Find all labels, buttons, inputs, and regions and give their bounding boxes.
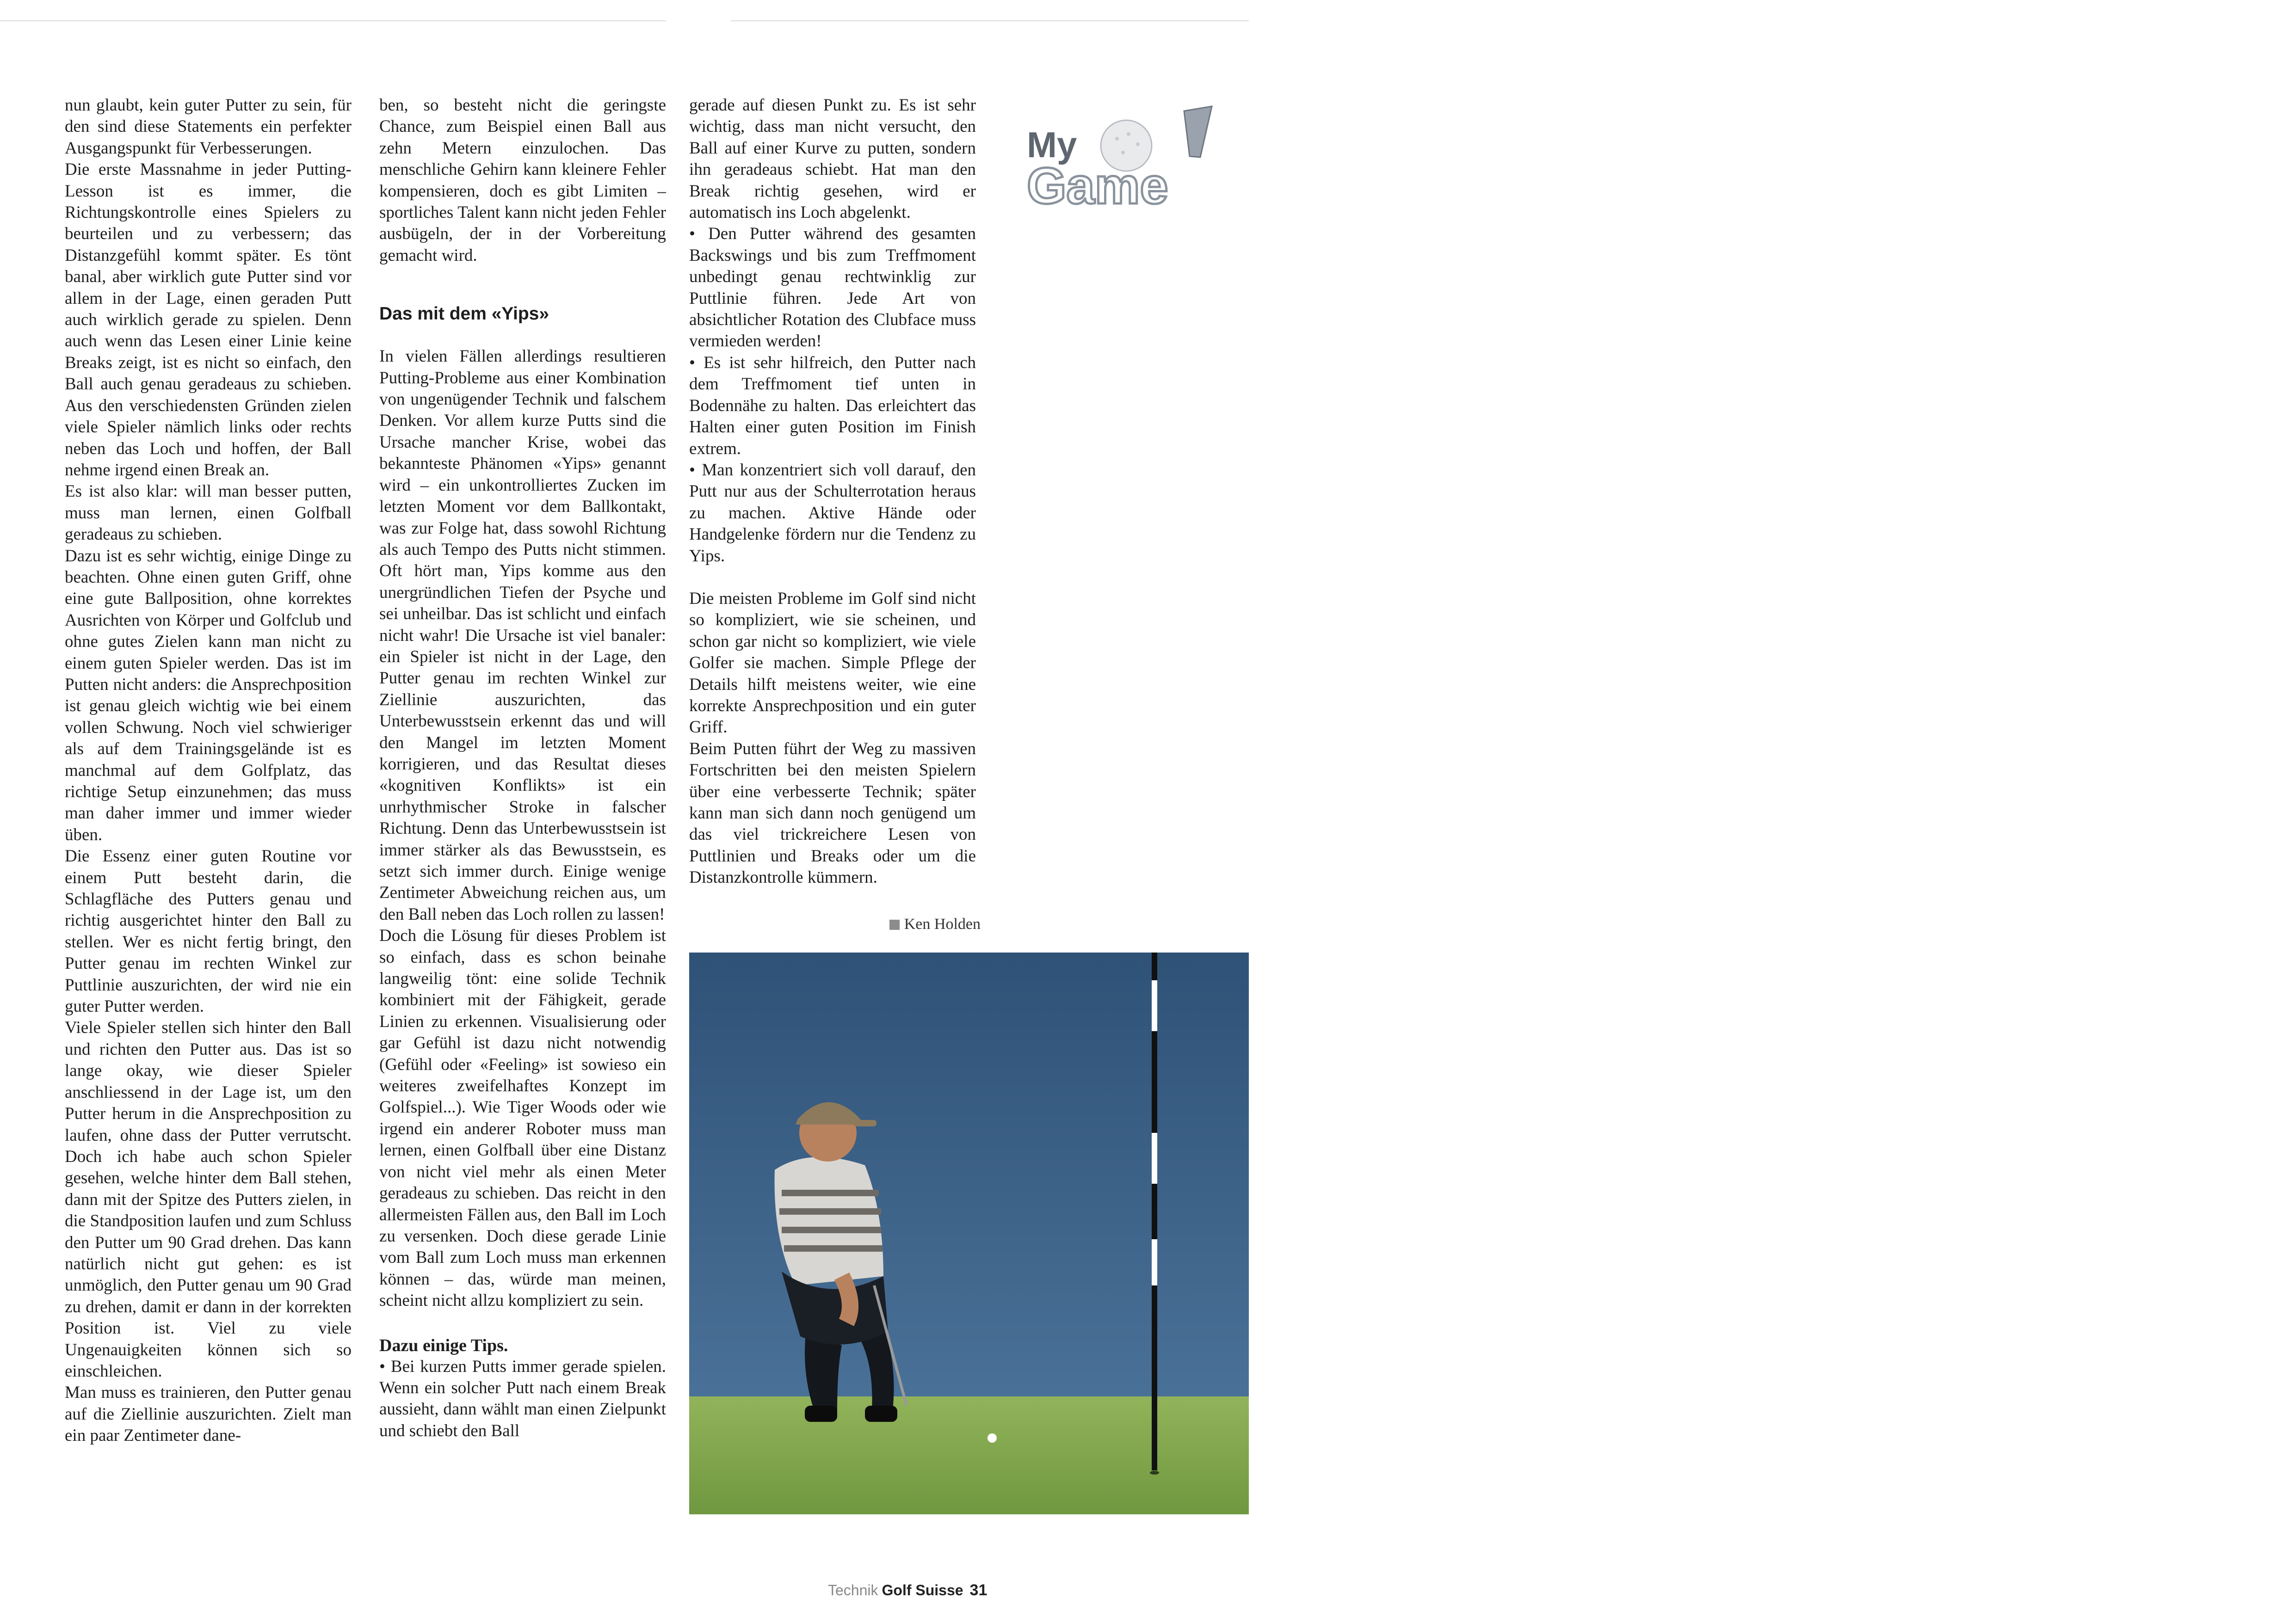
tip-bullet: • Es ist sehr hilfreich, den Putter nach dem Treffmoment tief unten in Bodennähe zu halten. Das erleichtert das Halten einer guten Position im Finish extrem. xyxy=(689,352,976,460)
footer-section: Technik xyxy=(828,1582,878,1598)
paragraph: Viele Spieler stellen sich hinter den Ball und richten den Putter aus. Das ist so lange okay, wie dieser Spieler anschliessend in der Lage ist, um den Putter herum in die Ansprechposition zu laufen, ohne dass der Putter verrutscht. Doch ich habe auch schon Spieler gesehen, welche hinter dem Ball stehen, dann mit der Spitze des Putters zielen, in die Standposition laufen und zum Schluss den Putter um 90 Grad drehen. Das kann natürlich nicht gut gehen: es ist unmöglich, den Putter genau um 90 Grad zu drehen, damit er dann in der korrekten Position ist. Viel zu viele Ungenauigkeiten können sich so einschleichen. xyxy=(65,1018,352,1381)
text-column-1 xyxy=(65,95,352,1447)
square-icon xyxy=(889,920,900,930)
section-heading-yips: Das mit dem «Yips» xyxy=(379,304,549,324)
paragraph: Es ist also klar: will man besser putten, muss man lernen, einen Golfball geradeaus zu schieben. xyxy=(65,482,352,544)
golfer-photo xyxy=(689,953,1249,1514)
top-rule-left xyxy=(0,20,666,21)
paragraph: Doch die Lösung für dieses Problem ist so einfach, dass es schon beinahe langweilig tönt: eine solide Technik kombiniert mit der Fähigkeit, gerade Linien zu erkennen. Visualisierung oder gar Gefühl ist dazu nicht notwendig (Gefühl oder «Feeling» ist sowieso ein weiteres zweifelhaftes Konzept im Golfspiel...). Wie Tiger Woods oder wie irgend ein anderer Roboter muss man lernen, einen Golfball über eine Distanz von nicht viel mehr als einen Meter geradeaus zu schieben. Das reicht in den allermeisten Fällen aus, den Ball im Loch zu versenken. Doch diese gerade Linie vom Ball zum Loch muss man erkennen können – das, würde man meinen, scheint nicht allzu kompliziert zu sein. xyxy=(379,926,666,1310)
text-column-2 xyxy=(379,95,666,1442)
my-game-logo xyxy=(1018,102,1230,217)
top-rule-right xyxy=(731,20,1249,21)
tip-bullet: • Man konzentriert sich voll darauf, den Putt nur aus der Schulterrotation heraus zu machen. Aktive Hände oder Handgelenke fördern nur die Tendenz zu Yips. xyxy=(689,460,976,567)
paragraph: Die erste Massnahme in jeder Putting-Lesson ist es immer, die Richtungskontrolle eines Spielers zu beurteilen und zu verbessern; das Distanzgefühl kommt später. Es tönt banal, aber wirklich gute Putter sind vor allem in der Lage, einen geraden Putt auch wirklich gerade zu spielen. Denn auch wenn das Lesen einer Linie keine Breaks zeigt, ist es nicht so einfach, den Ball auch genau geradeaus zu schieben. Aus den verschiedensten Gründen zielen viele Spieler nämlich links oder rechts neben das Loch und hoffen, der Ball nehme irgend einen Break an. xyxy=(65,160,352,480)
paragraph: gerade auf diesen Punkt zu. Es ist sehr wichtig, dass man nicht versucht, den Ball auf einer Kurve zu putten, sondern ihn geradeaus schiebt. Hat man den Break richtig gesehen, wird er automatisch ins Loch abgelenkt. xyxy=(689,96,976,222)
paragraph: In vielen Fällen allerdings resultieren Putting-Probleme aus einer Kombination von ungenügender Technik und falschem Denken. Vor allem kurze Putts sind die Ursache mancher Krise, wobei das bekannteste Phänomen «Yips» genannt wird – ein unkontrolliertes Zucken im letzten Moment vor dem Ballkontakt, was zur Folge hat, dass sowohl Richtung als auch Tempo des Putts nicht stimmen. Oft hört man, Yips komme aus den unergründlichen Tiefen der Psyche und sei unheilbar. Das ist schlicht und einfach nicht wahr! Die Ursache ist viel banaler: ein Spieler ist nicht in der Lage, den Putter genau im rechten Winkel zur Ziellinie auszurichten, das Unterbewusstsein erkennt das und will den Mangel im letzten Moment korrigieren, und das Resultat dieses «kognitiven Konflikts» ist ein unrhythmischer Stroke in falscher Richtung. Denn das Unterbewusstsein ist immer stärker als das Bewusstsein, es setzt sich immer durch. Einige wenige Zentimeter Abweichung reichen aus, um den Ball neben das Loch rollen zu lassen! xyxy=(379,347,666,924)
tip-bullet: • Bei kurzen Putts immer gerade spielen. Wenn ein solcher Putt nach einem Break aussieht, dann wählt man einen Zielpunkt und schiebt den Ball xyxy=(379,1356,666,1442)
paragraph: Die Essenz einer guten Routine vor einem Putt besteht darin, die Schlagfläche des Putters genau und richtig ausgerichtet hinter den Ball zu stellen. Wer es nicht fertig bringt, den Putter genau im rechten Winkel zur Puttlinie auszurichten, der wird nie ein guter Putter werden. xyxy=(65,847,352,1016)
paragraph: Die meisten Probleme im Golf sind nicht so kompliziert, wie sie scheinen, und schon gar nicht so kompliziert, wie viele Golfer sie machen. Simple Pflege der Details hilft meistens weiter, wie eine korrekte Ansprechposition und ein guter Griff. xyxy=(689,589,976,737)
paragraph: Man muss es trainieren, den Putter genau auf die Ziellinie auszurichten. Zielt man ein paar Zentimeter dane- xyxy=(65,1383,352,1445)
text-column-3 xyxy=(689,95,976,889)
paragraph: ben, so besteht nicht die geringste Chance, zum Beispiel einen Ball aus zehn Metern einzulochen. Das menschliche Gehirn kann kleinere Fehler kompensieren, doch es gibt Limiten – sportliches Talent kann nicht jeden Fehler ausbügeln, der in der Vorbereitung gemacht wird. xyxy=(379,96,666,265)
page-number: 31 xyxy=(969,1581,988,1599)
section-heading-tips: Dazu einige Tips. xyxy=(379,1335,508,1355)
paragraph: Dazu ist es sehr wichtig, einige Dinge zu beachten. Ohne einen guten Griff, ohne eine gute Ballposition, ohne korrektes Ausrichten von Körper und Golfclub und ohne gutes Zielen kann man nicht zu einem guten Spieler werden. Das ist im Putten nicht anders: die Ansprechposition ist genau gleich wichtig wie bei einem vollen Schwung. Noch viel schwieriger als auf dem Trainingsgelände ist es manchmal auf dem Golfplatz, das richtige Setup einzunehmen; das muss man daher immer und immer wieder üben. xyxy=(65,546,352,844)
logo-word-game: Game xyxy=(1027,158,1168,215)
author-name: Ken Holden xyxy=(904,916,981,933)
paragraph: Beim Putten führt der Weg zu massiven Fortschritten bei den meisten Spielern über eine verbesserte Technik; später kann man sich dann noch genügend um das viel trickreichere Lesen von Puttlinien und Breaks oder um die Distanzkontrolle kümmern. xyxy=(689,739,976,887)
paragraph: nun glaubt, kein guter Putter zu sein, für den sind diese Statements ein perfekter Ausgangspunkt für Verbesserungen. xyxy=(65,96,352,158)
tip-bullet: • Den Putter während des gesamten Backswings und bis zum Treffmoment unbedingt genau rechtwinklig zur Puttlinie führen. Jede Art von absichtlicher Rotation des Clubface muss vermieden werden! xyxy=(689,223,976,352)
footer-magazine: Golf Suisse xyxy=(882,1582,963,1598)
page-footer xyxy=(828,1581,987,1599)
author-byline xyxy=(879,916,981,933)
logo-word-my: My xyxy=(1027,124,1077,165)
